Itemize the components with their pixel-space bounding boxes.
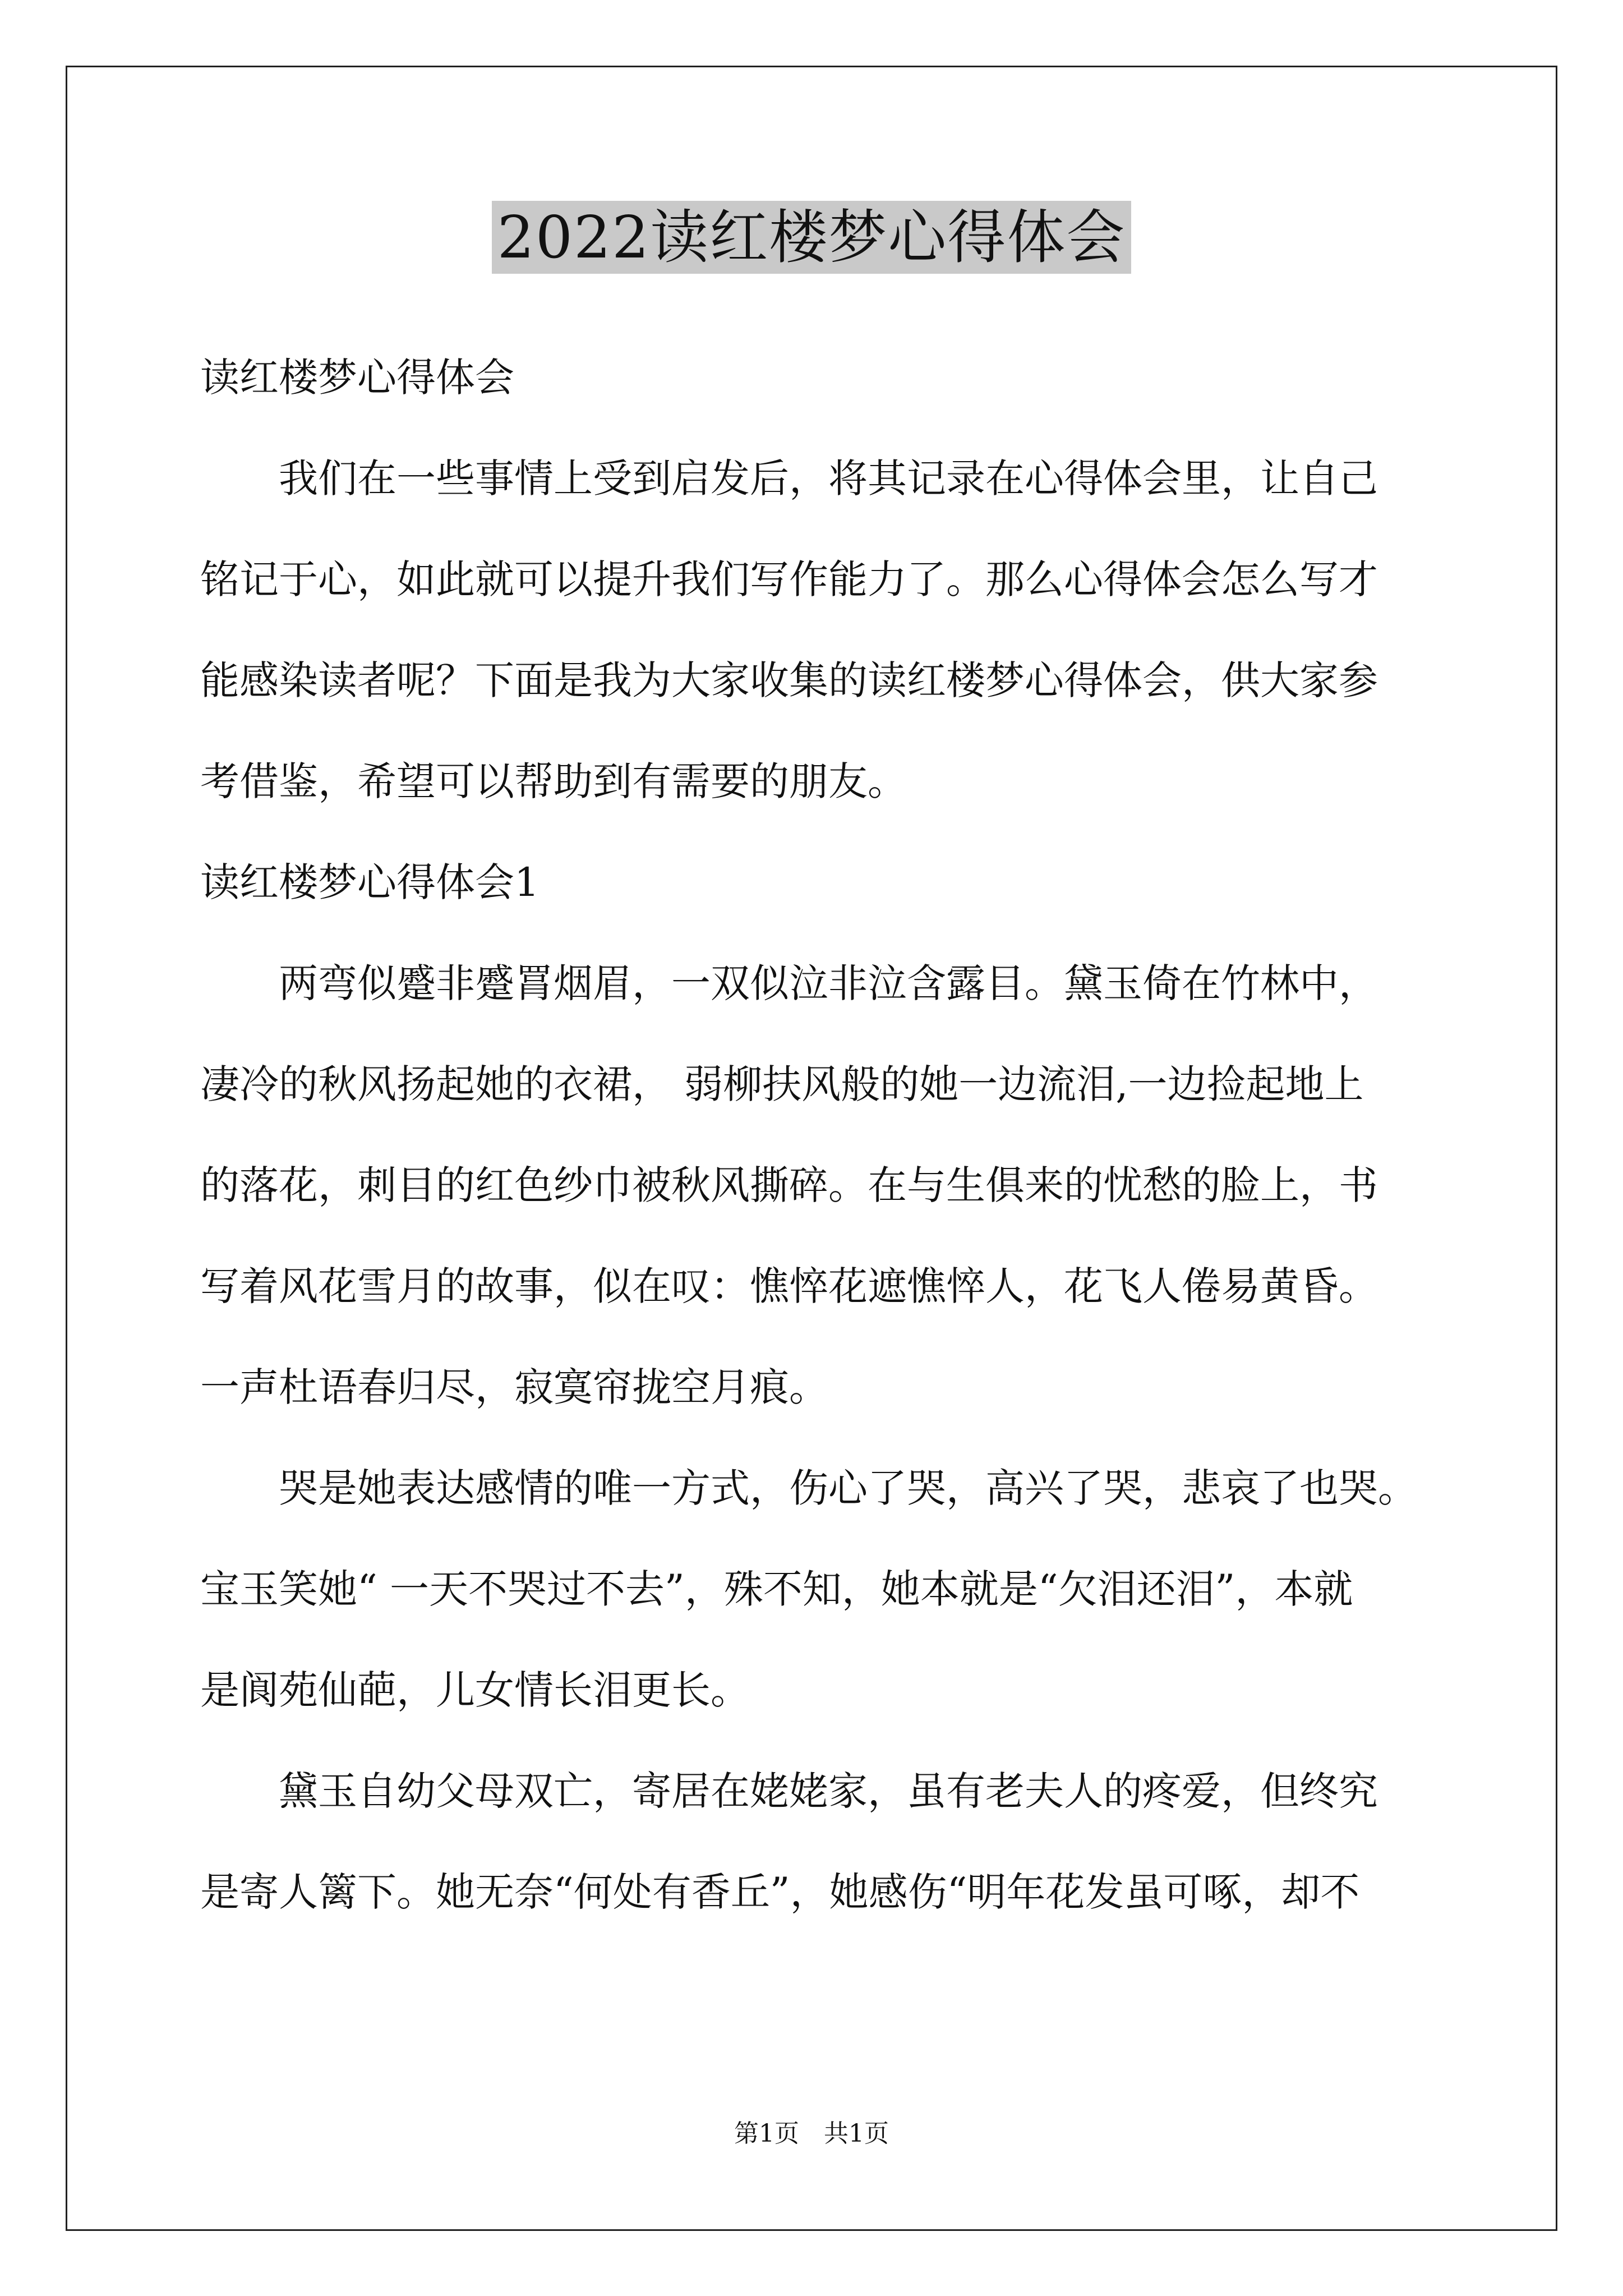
- paragraph-line: 两弯似蹙非蹙罥烟眉，一双似泣非泣含露目。黛玉倚在竹林中，: [200, 960, 1378, 1006]
- paragraph-line: 哭是她表达感情的唯一方式，伤心了哭，高兴了哭，悲哀了也哭。: [200, 1465, 1417, 1511]
- paragraph-line: 写着风花雪月的故事，似在叹：憔悴花遮憔悴人，花飞人倦易黄昏。: [200, 1263, 1378, 1309]
- paragraph-line: 能感染读者呢？下面是我为大家收集的读红楼梦心得体会，供大家参: [200, 657, 1378, 703]
- paragraph-line: 黛玉自幼父母双亡，寄居在姥姥家，虽有老夫人的疼爱，但终究: [200, 1768, 1378, 1814]
- paragraph-line: 考借鉴，希望可以帮助到有需要的朋友。: [200, 758, 907, 804]
- paragraph-line: 是寄人篱下。她无奈“何处有香丘”，她感伤“明年花发虽可啄，却不: [200, 1869, 1360, 1915]
- document-title: 2022读红楼梦心得体会: [492, 201, 1132, 274]
- paragraph-line: 宝玉笑她“ 一天不哭过不去”，殊不知，她本就是“欠泪还泪”，本就: [200, 1566, 1353, 1612]
- paragraph-line: 是阆苑仙葩，儿女情长泪更长。: [200, 1667, 750, 1713]
- paragraph-line: 凄冷的秋风扬起她的衣裙， 弱柳扶风般的她一边流泪,一边捡起地上: [200, 1061, 1364, 1107]
- section-heading: 读红楼梦心得体会1: [200, 859, 540, 905]
- title-container: [0, 201, 1623, 274]
- paragraph-line: 铭记于心，如此就可以提升我们写作能力了。那么心得体会怎么写才: [200, 556, 1378, 602]
- paragraph-line: 我们在一些事情上受到启发后，将其记录在心得体会里，让自己: [200, 455, 1378, 501]
- paragraph-line: 的落花，刺目的红色纱巾被秋风撕碎。在与生俱来的忧愁的脸上，书: [200, 1162, 1378, 1208]
- paragraph-line: 一声杜语春归尽，寂寞帘拢空月痕。: [200, 1364, 828, 1410]
- subtitle-line: 读红楼梦心得体会: [200, 355, 514, 401]
- page-footer: 第1页 共1页: [734, 2119, 889, 2148]
